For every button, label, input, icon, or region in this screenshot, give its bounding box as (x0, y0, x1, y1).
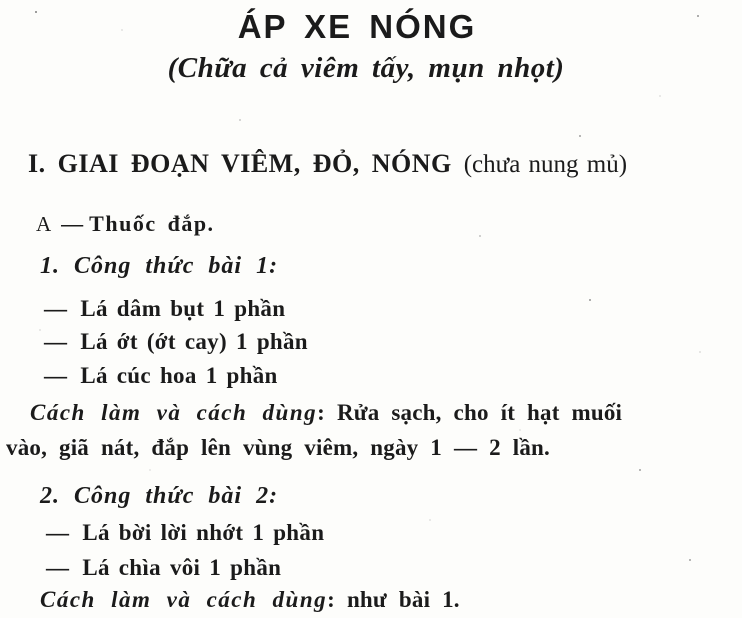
bullet-dash: — (44, 296, 68, 321)
subsection-a-letter: A (36, 212, 52, 236)
bullet-dash: — (46, 520, 70, 545)
ingredient-text: Lá dâm bụt 1 phần (80, 296, 286, 321)
page-title: ÁP XE NÓNG (237, 8, 477, 45)
ingredient-text: Lá ớt (ớt cay) 1 phần (80, 329, 308, 354)
section-heading-note: (chưa nung mủ) (463, 151, 628, 178)
section-heading-label: I. GIAI ĐOẠN VIÊM, ĐỎ, NÓNG (28, 149, 452, 178)
formula2-ingredient-1 (46, 520, 324, 546)
usage-lead: Cách làm và cách dùng (40, 587, 328, 612)
bullet-dash: — (44, 363, 68, 388)
bullet-dash: — (44, 329, 68, 354)
usage-colon: : (327, 587, 347, 612)
section-heading (28, 149, 627, 179)
usage-lead: Cách làm và cách dùng (30, 400, 318, 425)
ingredient-text: Lá chìa vôi 1 phần (82, 555, 282, 580)
formula1-ingredient-3 (44, 363, 278, 389)
ingredient-text: Lá bời lời nhớt 1 phần (82, 520, 325, 545)
formula1-ingredient-1 (44, 296, 285, 322)
formula2-usage-line (40, 587, 460, 613)
formula1-usage-line2: vào, giã nát, đắp lên vùng viêm, ngày 1 — 2 lần. (6, 435, 550, 460)
formula1-usage-line1 (30, 400, 622, 426)
subsection-a-label: Thuốc đắp. (89, 211, 215, 236)
formula1-heading: 1. Công thức bài 1: (40, 253, 279, 279)
usage-text: như bài 1. (346, 587, 460, 612)
formula1-ingredient-2 (44, 329, 308, 355)
usage-text: Rửa sạch, cho ít hạt muối (336, 400, 623, 425)
subsection-a-dash: — (61, 211, 84, 236)
formula2-heading: 2. Công thức bài 2: (40, 483, 279, 509)
page-subtitle: (Chữa cả viêm tấy, mụn nhọt) (167, 52, 565, 84)
subsection-a-heading (36, 211, 215, 237)
usage-colon: : (317, 400, 337, 425)
bullet-dash: — (46, 555, 70, 580)
ingredient-text: Lá cúc hoa 1 phần (80, 363, 278, 388)
formula2-ingredient-2 (46, 555, 281, 581)
